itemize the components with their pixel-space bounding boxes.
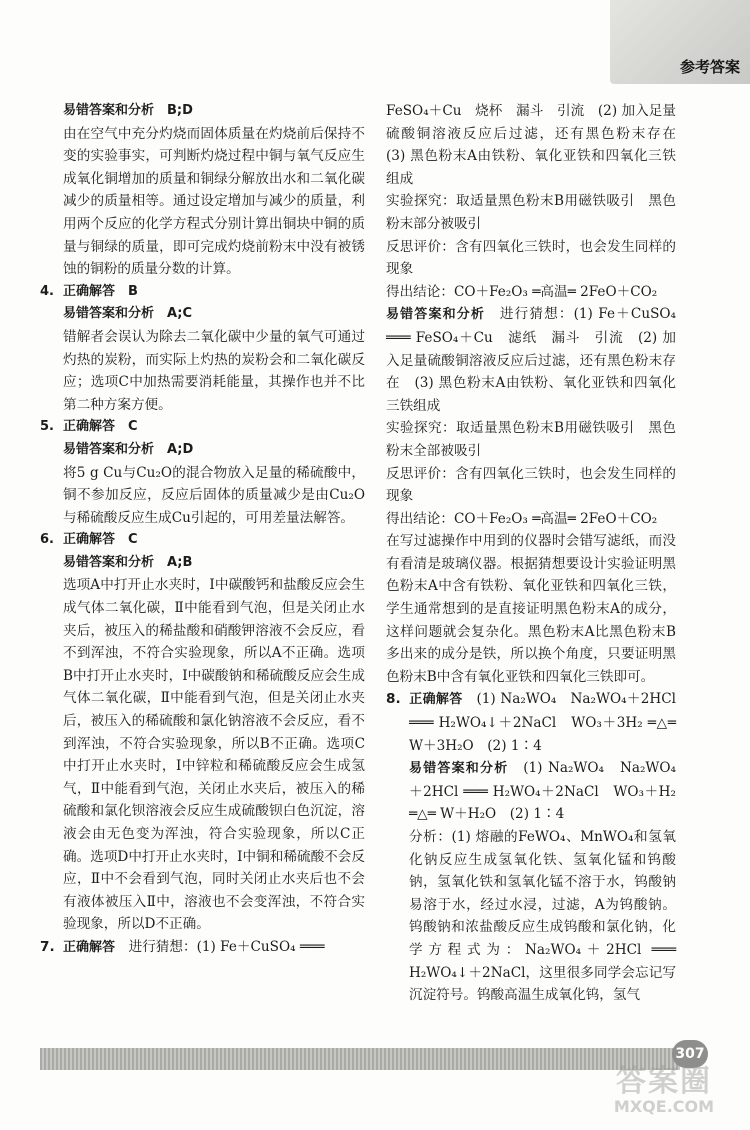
q7-error-explanation: 在写过滤操作中用到的仪器时会错写滤纸，而没有看清是玻璃仪器。根据猜想要设计实验证明黑色粉末A中含有铁粉、氧化亚铁和四氧化三铁，学生通常想到的是直接证明黑色粉末A的成分，这样问题就会复杂化。黑色粉末A比黑色粉末B多出来的成分是铁，所以换个角度，只要证明黑色粉末B中含有氧化亚铁和四氧化三铁即可。 bbox=[386, 533, 676, 685]
q7-error-reflect: 反思评价：含有四氧化三铁时，也会发生同样的现象 bbox=[386, 465, 676, 505]
question-6 bbox=[40, 529, 365, 936]
footer-band bbox=[40, 1048, 680, 1070]
watermark-logo bbox=[594, 1066, 734, 1122]
section-title: 参考答案 bbox=[679, 58, 740, 76]
q7-continued-text: FeSO₄＋Cu 烧杯 漏斗 引流 (2) 加入足量硫酸铜溶液反应后过滤，还有黑色粉末存在 (3) 黑色粉末A由铁粉、氧化亚铁和四氧化三铁组成 bbox=[386, 103, 690, 187]
q5-answer-head: 正确解答 C bbox=[63, 419, 138, 435]
q6-analysis-head: 易错答案和分析 A;B bbox=[63, 554, 193, 570]
watermark-logo-text: 答案圈 bbox=[616, 1064, 712, 1099]
q7-conclude: 得出结论：CO＋Fe₂O₃ ═高温═ 2FeO＋CO₂ bbox=[386, 283, 658, 300]
q8-analysis: 分析：(1) 熔融的FeWO₄、MnWO₄和氢氧化钠反应生成氢氧化铁、氢氧化锰和钨酸钠，氢氧化铁和氢氧化锰不溶于水，钨酸钠易溶于水，经过水浸，过滤，A为钨酸钠。钨酸钠和浓盐酸反应生成钨酸和氯化钠，化学方程式为：Na₂WO₄＋2HCl ═══ H₂WO₄↓＋2NaCl，这里很多同学会忘记写沉淀符号。钨酸高温生成氧化钨，氢气 bbox=[409, 829, 676, 1004]
q7-error-text: 进行猜想：(1) Fe＋CuSO₄ ═══ FeSO₄＋Cu 滤纸 漏斗 引流 (2) 加入足量硫酸铜溶液反应后过滤，还有黑色粉末存在 (3) 黑色粉末A由铁粉、氧化亚铁和四氧化三铁组成 bbox=[386, 306, 676, 414]
q8-error-text: (1) Na₂WO₄ Na₂WO₄＋2HCl ═══ H₂WO₄＋2NaCl WO₃＋H₂ ═△═ W＋H₂O (2) 1∶4 bbox=[409, 760, 676, 823]
q5-analysis-text: 将5 g Cu与Cu₂O的混合物放入足量的稀硫酸中，铜不参加反应，反应后固体的质量减少是由Cu₂O与稀硫酸反应生成Cu引起的，可用差量法解答。 bbox=[63, 464, 365, 526]
q7-error-explore: 实验探究：取适量黑色粉末B用磁铁吸引 黑色粉末全部被吸引 bbox=[386, 420, 676, 459]
page-number: 307 bbox=[672, 1040, 708, 1068]
q6-analysis-text: 选项A中打开止水夹时，Ⅰ中碳酸钙和盐酸反应会生成气体二氧化碳，Ⅱ中能看到气泡，但是关闭止水夹后，被压入的稀盐酸和硝酸钾溶液不会反应，看不到浑浊，不符合实验现象，所以A不正确。选项B中打开止水夹时，Ⅰ中碳酸钠和稀硫酸反应会生成气体二氧化碳，Ⅱ中能看到气泡，但是关闭止水夹后，被压入的稀硫酸和氯化钠溶液不会反应，看不到浑浊，不符合实验现象，所以B不正确。选项C中打开止水夹时，Ⅰ中锌粒和稀硫酸反应会生成氢气，Ⅱ中能看到气泡，关闭止水夹后，被压入的稀硫酸和氯化钡溶液会反应生成硫酸钡白色沉淀，溶液会由无色变为浑浊，符合实验现象，所以C正确。选项D中打开止水夹时，Ⅰ中铜和稀硫酸不会反应，Ⅱ中不会看到气泡，同时关闭止水夹后也不会有液体被压入Ⅱ中，溶液也不会变浑浊，不符合实验现象，所以D不正确。 bbox=[63, 577, 365, 933]
right-column bbox=[386, 100, 690, 1007]
q6-number: 6. bbox=[40, 532, 54, 548]
q5-analysis-head: 易错答案和分析 A;D bbox=[63, 441, 194, 457]
q7-error-conclude: 得出结论：CO＋Fe₂O₃ ═高温═ 2FeO＋CO₂ bbox=[386, 510, 658, 527]
watermark-url: MXQE.COM bbox=[613, 1097, 715, 1116]
question-3-continued bbox=[40, 100, 365, 281]
q3-analysis-text: 由在空气中充分灼烧而固体质量在灼烧前后保持不变的实验事实，可判断灼烧过程中铜与氧气反应生成氧化铜增加的质量和铜绿分解放出水和二氧化碳减少的质量相等。通过设定增加与减少的质量，利用两个反应的化学方程式分别计算出铜块中铜的质量与铜绿的质量，即可完成灼烧前粉末中没有被锈蚀的铜粉的质量分数的计算。 bbox=[63, 125, 365, 278]
q4-answer-head: 正确解答 B bbox=[63, 283, 138, 299]
question-5 bbox=[40, 416, 365, 529]
q7-explore: 实验探究：取适量黑色粉末B用磁铁吸引 黑色粉末部分被吸引 bbox=[386, 193, 676, 232]
q7-error-head: 易错答案和分析 bbox=[386, 307, 486, 323]
question-7 bbox=[40, 936, 365, 960]
q6-answer-head: 正确解答 C bbox=[63, 532, 138, 548]
q7-number: 7. bbox=[40, 938, 55, 955]
q7-answer-text: 进行猜想：(1) Fe＋CuSO₄ ═══ bbox=[128, 938, 325, 955]
q8-number: 8. bbox=[386, 691, 401, 708]
q3-analysis-head: 易错答案和分析 B;D bbox=[63, 103, 193, 118]
q7-reflect: 反思评价：含有四氧化三铁时，也会发生同样的现象 bbox=[386, 238, 676, 278]
question-8 bbox=[386, 688, 676, 1006]
q5-number: 5. bbox=[40, 419, 54, 435]
q8-error-head: 易错答案和分析 bbox=[409, 761, 509, 777]
q7-answer-head: 正确解答 bbox=[63, 939, 116, 955]
left-column bbox=[40, 100, 365, 960]
q8-answer-head: 正确解答 bbox=[409, 692, 463, 708]
question-4 bbox=[40, 281, 365, 417]
q4-analysis-text: 错解者会误认为除去二氧化碳中少量的氧气可通过灼热的炭粉，而实际上灼热的炭粉会和二氧化碳反应；选项C中加热需要消耗能量，其操作也并不比第二种方案方便。 bbox=[63, 328, 365, 413]
q8-answer-text: (1) Na₂WO₄ Na₂WO₄＋2HCl ═══ H₂WO₄↓＋2NaCl WO₃＋3H₂ ═△═ W＋3H₂O (2) 1∶4 bbox=[409, 691, 677, 754]
q4-number: 4. bbox=[40, 283, 54, 299]
q4-analysis-head: 易错答案和分析 A;C bbox=[63, 306, 193, 322]
